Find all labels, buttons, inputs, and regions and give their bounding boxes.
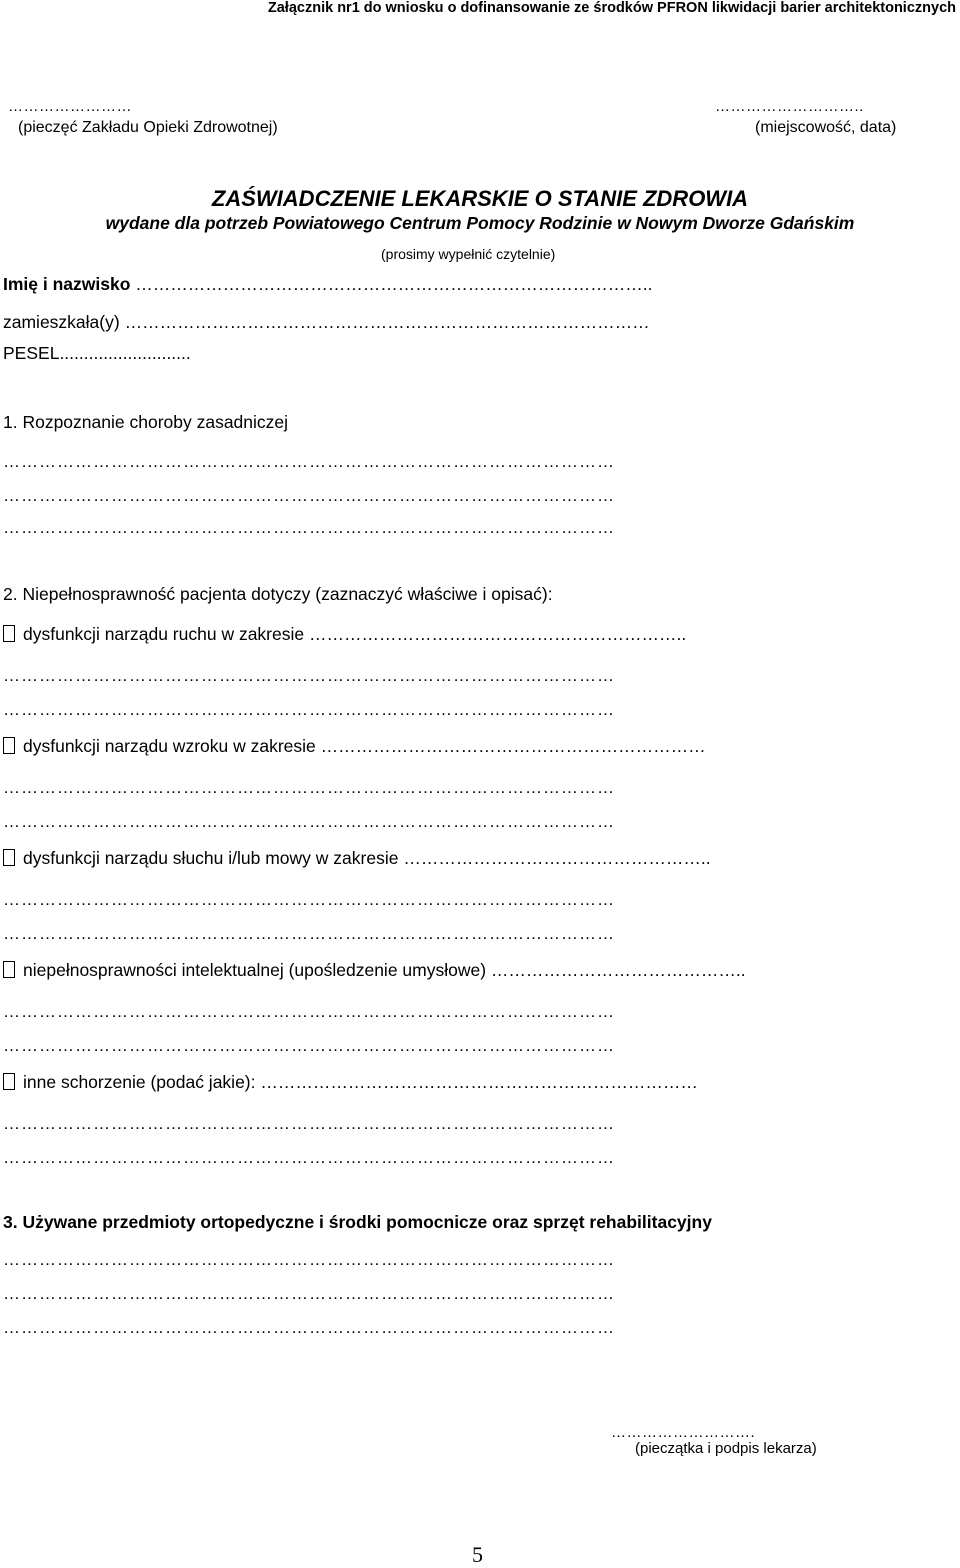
option-intellectual[interactable]: [3, 960, 746, 981]
option-line[interactable]: …………………………………………………………………………………………: [3, 666, 615, 685]
option-dots: …………………………………………………………: [320, 736, 706, 756]
document-subtitle: wydane dla potrzeb Powiatowego Centrum Pomocy Rodzinie w Nowym Dworze Gdańskim: [105, 213, 855, 233]
pesel-dots: ...........................: [59, 343, 191, 363]
option-other[interactable]: [3, 1072, 698, 1093]
option-line[interactable]: …………………………………………………………………………………………: [3, 890, 615, 909]
page-number: 5: [472, 1542, 483, 1567]
option-dots: …………………………………………………………………: [260, 1072, 698, 1092]
option-label: dysfunkcji narządu ruchu w zakresie: [23, 624, 305, 644]
signature-label: (pieczątka i podpis lekarza): [635, 1440, 817, 1457]
option-vision[interactable]: [3, 736, 706, 757]
fill-note: (prosimy wypełnić czytelnie): [381, 246, 556, 262]
option-line[interactable]: …………………………………………………………………………………………: [3, 1036, 615, 1055]
pesel-label: PESEL: [3, 343, 60, 363]
address-label: zamieszkała(y): [3, 312, 120, 332]
place-date-dots: ………………………..: [715, 98, 864, 115]
document-title: ZAŚWIADCZENIE LEKARSKIE O STANIE ZDROWIA: [211, 186, 749, 211]
checkbox[interactable]: [3, 961, 15, 978]
option-dots: ………………………………………………………..: [308, 624, 687, 644]
section-1-line[interactable]: …………………………………………………………………………………………: [3, 452, 615, 471]
section-3-title: 3. Używane przedmioty ortopedyczne i środki pomocnicze oraz sprzęt rehabilitacyjny: [3, 1212, 712, 1232]
checkbox[interactable]: [3, 1073, 15, 1090]
option-dots: ……………………………………..: [490, 960, 746, 980]
option-line[interactable]: …………………………………………………………………………………………: [3, 1148, 615, 1167]
stamp-dots: ……………………: [8, 98, 132, 115]
option-line[interactable]: …………………………………………………………………………………………: [3, 1114, 615, 1133]
section-3-line[interactable]: …………………………………………………………………………………………: [3, 1250, 615, 1269]
section-3-line[interactable]: …………………………………………………………………………………………: [3, 1318, 615, 1337]
signature-dots: ……………………….: [611, 1424, 756, 1441]
section-1-title: 1. Rozpoznanie choroby zasadniczej: [3, 412, 289, 432]
option-dots: ……………………………………………..: [403, 848, 711, 868]
name-label: Imię i nazwisko: [3, 274, 131, 294]
checkbox[interactable]: [3, 625, 15, 642]
option-line[interactable]: …………………………………………………………………………………………: [3, 812, 615, 831]
section-1-line[interactable]: …………………………………………………………………………………………: [3, 518, 615, 537]
section-2-title: 2. Niepełnosprawność pacjenta dotyczy (zaznaczyć właściwe i opisać):: [3, 584, 553, 604]
attachment-header: Załącznik nr1 do wniosku o dofinansowanie ze środków PFRON likwidacji barier architektonicznych: [267, 0, 956, 16]
option-hearing[interactable]: [3, 848, 711, 869]
option-line[interactable]: …………………………………………………………………………………………: [3, 924, 615, 943]
address-dots: ………………………………………………………………………………: [124, 312, 650, 332]
option-label: niepełnosprawności intelektualnej (upośledzenie umysłowe): [23, 960, 487, 980]
name-field[interactable]: [3, 274, 653, 295]
stamp-label: (pieczęć Zakładu Opieki Zdrowotnej): [18, 119, 278, 136]
checkbox[interactable]: [3, 737, 15, 754]
option-line[interactable]: …………………………………………………………………………………………: [3, 700, 615, 719]
section-3-line[interactable]: …………………………………………………………………………………………: [3, 1284, 615, 1303]
address-field[interactable]: [3, 312, 650, 333]
pesel-field[interactable]: [3, 343, 191, 364]
option-label: dysfunkcji narządu wzroku w zakresie: [23, 736, 316, 756]
option-line[interactable]: …………………………………………………………………………………………: [3, 1002, 615, 1021]
option-line[interactable]: …………………………………………………………………………………………: [3, 778, 615, 797]
option-label: inne schorzenie (podać jakie):: [23, 1072, 256, 1092]
place-date-label: (miejscowość, data): [755, 119, 897, 136]
checkbox[interactable]: [3, 849, 15, 866]
name-dots: ……………………………………………………………………………..: [135, 274, 653, 294]
option-label: dysfunkcji narządu słuchu i/lub mowy w zakresie: [23, 848, 399, 868]
section-1-line[interactable]: …………………………………………………………………………………………: [3, 486, 615, 505]
option-motor[interactable]: [3, 624, 686, 645]
